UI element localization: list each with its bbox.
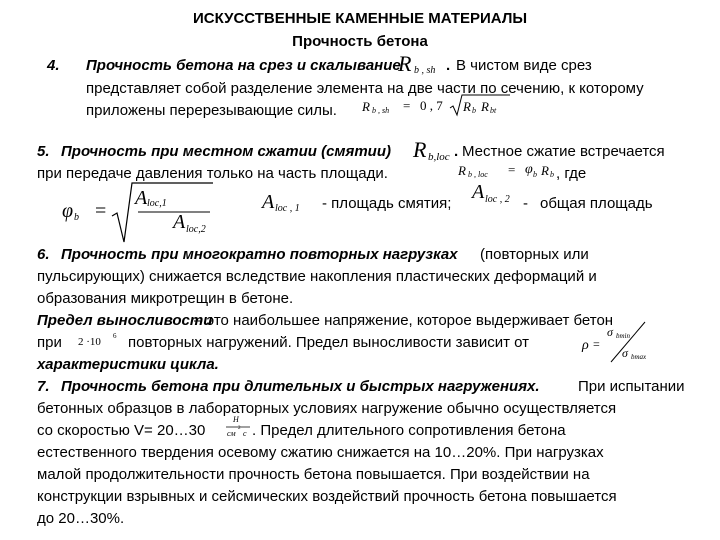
section-4-symbol: R [398, 51, 412, 76]
formula-denominator: A [173, 211, 186, 233]
formula-eq: = [508, 162, 516, 177]
section-7-line5: малой продолжительности прочность бетона повышается. При воздействии на [37, 466, 590, 483]
formula-phi: φ [62, 200, 74, 222]
formula-coef: 0 , 7 [420, 98, 443, 113]
formula-sigma-min-sub: bmin [616, 332, 630, 340]
formula-rb: R [541, 163, 549, 178]
section-4-text1: В чистом виде срез [456, 57, 592, 74]
unit-denominator-tail: с [243, 429, 247, 438]
section-5-where: , где [556, 165, 587, 182]
a1-description: - площадь смятия; [322, 195, 452, 212]
formula-r-sub: b , loc [468, 170, 488, 179]
formula-rho: ρ [582, 338, 589, 353]
section-5-symbol-sub: b,loc [428, 151, 450, 163]
endurance-definition: – это наибольшее напряжение, которое выдерживает бетон [194, 312, 614, 329]
formula-r: R [362, 99, 370, 114]
formula-r: R [458, 163, 466, 178]
section-7-line1-tail: При испытании [578, 378, 685, 395]
section-6-heading: Прочность при многократно повторных нагрузках [61, 246, 458, 263]
formula-numerator-sub: loc,1 [147, 198, 167, 209]
section-6-line1-tail: (повторных или [480, 246, 589, 263]
section-7-speed-suffix: . Предел длительного сопротивления бетона [252, 422, 566, 439]
a2-symbol-sub: loc , 2 [485, 194, 510, 205]
section-4-number: 4. [47, 57, 60, 74]
formula-denominator-sub: loc,2 [186, 224, 206, 235]
unit-denominator: см [227, 429, 236, 438]
formula-phi-sub: b [533, 170, 537, 179]
section-4-line3: приложены перерезывающие силы. [86, 102, 337, 119]
a1-symbol-sub: loc , 1 [275, 203, 300, 214]
endurance-term: Предел выносливости [37, 312, 213, 329]
cycles-value: 2 ·10 [78, 336, 101, 348]
section-7-number: 7. [37, 378, 50, 395]
page-title: ИСКУССТВЕННЫЕ КАМЕННЫЕ МАТЕРИАЛЫ [192, 10, 528, 27]
section-7-line2: бетонных образцов в лабораторных условиях нагружение обычно осуществляется [37, 400, 617, 417]
formula-eq: = [403, 98, 411, 113]
section-4-heading: Прочность бетона на срез и скалывание [86, 57, 401, 74]
section-7-speed-prefix: со скоростью V= 20…30 [37, 422, 206, 439]
unit-numerator: Н [233, 415, 239, 424]
formula-rb-sub: b [472, 106, 476, 115]
section-5-number: 5. [37, 143, 50, 160]
cycles-exponent: 6 [113, 332, 117, 340]
a2-symbol: A [472, 181, 485, 203]
formula-rbt-sub: bt [490, 106, 497, 115]
section-4-dot: . [446, 57, 451, 74]
section-6-line3: образования микротрещин в бетоне. [37, 290, 294, 307]
section-6-cycles-text: повторных нагружений. Предел выносливости зависит от [128, 334, 530, 351]
section-7-line7: до 20…30%. [37, 510, 125, 527]
section-5-symbol: R [413, 137, 427, 162]
section-7-line4: естественного твердения осевому сжатию снижается на 10…20%. При нагрузках [37, 444, 604, 461]
formula-phi-sub: b [74, 212, 79, 223]
section-5-dot: . [454, 143, 459, 160]
formula-r-sub: b , sh [372, 106, 390, 115]
section-6-closing: характеристики цикла. [37, 356, 219, 373]
section-4-symbol-sub: b , sh [414, 65, 436, 76]
formula-sigma-max-sub: bmax [631, 353, 647, 361]
formula-rb: R [463, 99, 471, 114]
a2-description: общая площадь [540, 195, 653, 212]
a1-symbol: A [262, 191, 275, 213]
section-6-at: при [37, 334, 62, 351]
section-5-heading: Прочность при местном сжатии (смятии) [61, 143, 391, 160]
section-6-number: 6. [37, 246, 50, 263]
a2-dash: - [523, 195, 528, 212]
section-7-heading: Прочность бетона при длительных и быстрых нагружениях. [61, 378, 540, 395]
formula-sigma-max: σ [622, 346, 628, 360]
formula-rb-sub: b [550, 170, 554, 179]
formula-numerator: A [135, 187, 148, 209]
section-7-line6: конструкции взрывных и сейсмических воздействий прочность бетона повышается [37, 488, 617, 505]
section-6-line2: пульсирующих) снижается вследствие накопления пластических деформаций и [37, 268, 597, 285]
formula-eq: = [593, 337, 600, 351]
unit-denominator-exponent: 2 [238, 426, 241, 431]
fraction-slash-icon [605, 320, 655, 366]
formula-rbt: R [481, 99, 489, 114]
section-4-line2: представляет собой разделение элемента на две части по сечению, к которому [86, 80, 644, 97]
formula-eq: = [95, 200, 107, 222]
page-subtitle: Прочность бетона [292, 33, 428, 50]
formula-sigma-min: σ [607, 325, 613, 339]
formula-phi: φ [525, 162, 533, 177]
section-5-text1: Местное сжатие встречается [462, 143, 665, 160]
section-5-line2: при передаче давления только на часть площади. [37, 165, 388, 182]
sqrt-icon [449, 93, 511, 117]
